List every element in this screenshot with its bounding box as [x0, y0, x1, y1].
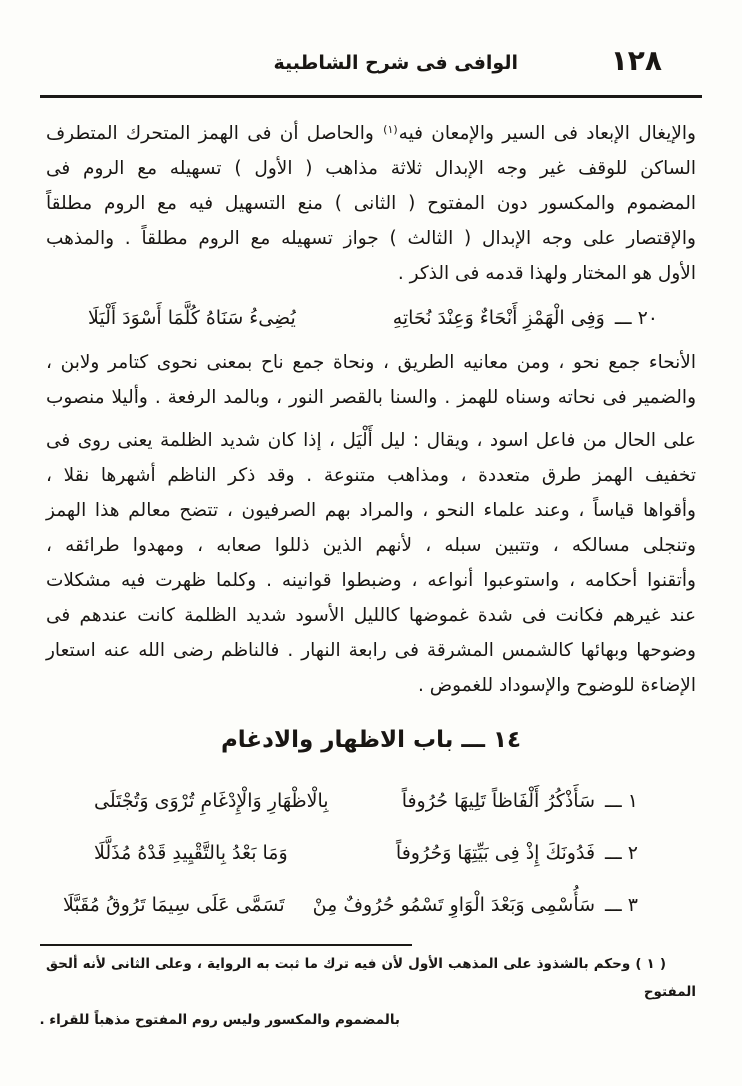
verse-number: ٢ ـــ — [605, 842, 638, 864]
chapter-heading: ١٤ ـــ باب الاظهار والادغام — [220, 727, 522, 753]
poem-verse-1 — [94, 784, 638, 819]
text-line: تخفيف الهمز طرق متعددة ، ومذاهب متنوعة . وقد ذكر الناظم أشهرها نقلا ، — [46, 465, 696, 486]
commentary-paragraph-3 — [46, 423, 696, 703]
text-line: الأنحاء جمع نحو ، ومن معانيه الطريق ، ونحاة جمع ناح بمعنى نحوى كتامر ولابن ، — [46, 352, 696, 373]
hemistich-second: تَسَمَّى عَلَى سِيمَا تَرُوقُ مُقَبَّلَا — [63, 894, 285, 916]
text-line: وتنجلى مسالكه ، وتتبين سبله ، لأنهم الذين ذللوا صعابه ، ومهدوا طرائقه ، — [46, 535, 696, 556]
text-line: وأقواها قياساً ، وعند علماء النحو ، والمراد بهم الصرفيون ، تتضح معالم هذا الهمز — [46, 500, 696, 521]
hemistich-first: فَدُونَكَ إِذْ فِى بَيِّتِهَا وَحُرُوفاً — [395, 842, 596, 864]
text-line: والضمير فى نحاته وسناه للهمز . والسنا بالقصر النور ، وبالمد الرفعة . وأليلا منصوب — [46, 387, 696, 408]
footnote-separator — [40, 944, 412, 946]
text-line: وضوحها وبهائها كالشمس المشرقة فى رابعة النهار . فالناظم رضى الله عنه استعار — [46, 640, 696, 661]
hemistich-second: بِالْاظْهَارِ وَالْإِدْغَامِ تُرْوَى وَتُجْتَلَى — [94, 790, 329, 812]
page-body — [46, 112, 696, 940]
text-line: الأول هو المختار ولهذا قدمه فى الذكر . — [397, 263, 696, 284]
poem-verse-2 — [94, 836, 638, 871]
footnote-line: بالمضموم والمكسور وليس روم المفتوح مذهباً للقراء . — [39, 1012, 400, 1028]
chapter-verses — [46, 784, 696, 923]
hemistich-second: يُضِىءُ سَنَاهُ كُلَّمَا أَسْوَدَ أَلْيَلَا — [88, 307, 296, 329]
verse-number: ١ ـــ — [605, 790, 638, 812]
text-line: الإضاءة للوضوح والإسوداد للغموض . — [418, 675, 696, 696]
text-segment: والإيغال الإبعاد فى السير والإمعان فيه — [398, 123, 696, 144]
text-line: وأتقنوا أحكامه ، واستوعبوا أنواعه ، وضبطوا قوانينه . وكلما ظهرت فيه مشكلات — [46, 570, 696, 591]
commentary-paragraph-2 — [46, 345, 696, 415]
commentary-paragraph-1 — [46, 112, 696, 291]
hemistich-first: سَأُسْمِى وَبَعْدَ الْوَاوِ تَسْمُو حُرُوفٌ مِنْ — [312, 894, 596, 916]
footnote-reference: (١) — [383, 123, 398, 136]
verse-number: ٣ ـــ — [605, 894, 638, 916]
poem-verse-20 — [46, 301, 696, 336]
text-line: والإقتصار على وجه الإبدال ( الثالث ) جواز تسهيله مع الروم مطلقاً . والمذهب — [46, 228, 696, 249]
hemistich-first: سَأَذْكُرُ أَلْفَاظاً تَلِيهَا حُرُوفاً — [401, 790, 596, 812]
page-number: ١٢٨ — [610, 44, 662, 77]
hemistich-second: وَمَا بَعْدُ بِالتَّقْيِيدِ قَدْهُ مُذَلَّلَا — [94, 842, 288, 864]
text-line: الساكن للوقف غير وجه الإبدال ثلاثة مذاهب ( الأول ) تسهيله مع الروم فى — [46, 158, 696, 179]
paragraph-spacer — [46, 415, 696, 423]
text-line: المضموم والمكسور دون المفتوح ( الثانى ) منع التسهيل فيه مع الروم مطلقاً — [46, 193, 696, 214]
footnote-line: ( ١ ) وحكم بالشذوذ على المذهب الأول لأن فيه ترك ما ثبت به الرواية ، وعلى الثانى لأنه ألحق المفتوح — [46, 956, 696, 1000]
text-line: عند غيرهم فكانت فى شدة غموضها كالليل الأسود شديد الظلمة كانت عندهم فى — [46, 605, 696, 626]
text-segment: والحاصل أن فى الهمز المتحرك المتطرف — [46, 123, 374, 144]
footnote — [39, 950, 696, 1034]
book-title: الوافى فى شرح الشاطبية — [273, 52, 518, 74]
hemistich-first: وَفِى الْهَمْزِ أَنْحَاءٌ وَعِنْدَ نُحَاتِهِ — [392, 307, 605, 329]
text-line — [46, 112, 696, 151]
poem-verse-3 — [63, 888, 638, 923]
verse-number: ٢٠ ـــ — [614, 307, 658, 329]
header-rule — [40, 95, 702, 98]
text-line: على الحال من فاعل اسود ، ويقال : ليل أَلْيَل ، إذا كان شديد الظلمة يعنى روى فى — [46, 430, 696, 451]
